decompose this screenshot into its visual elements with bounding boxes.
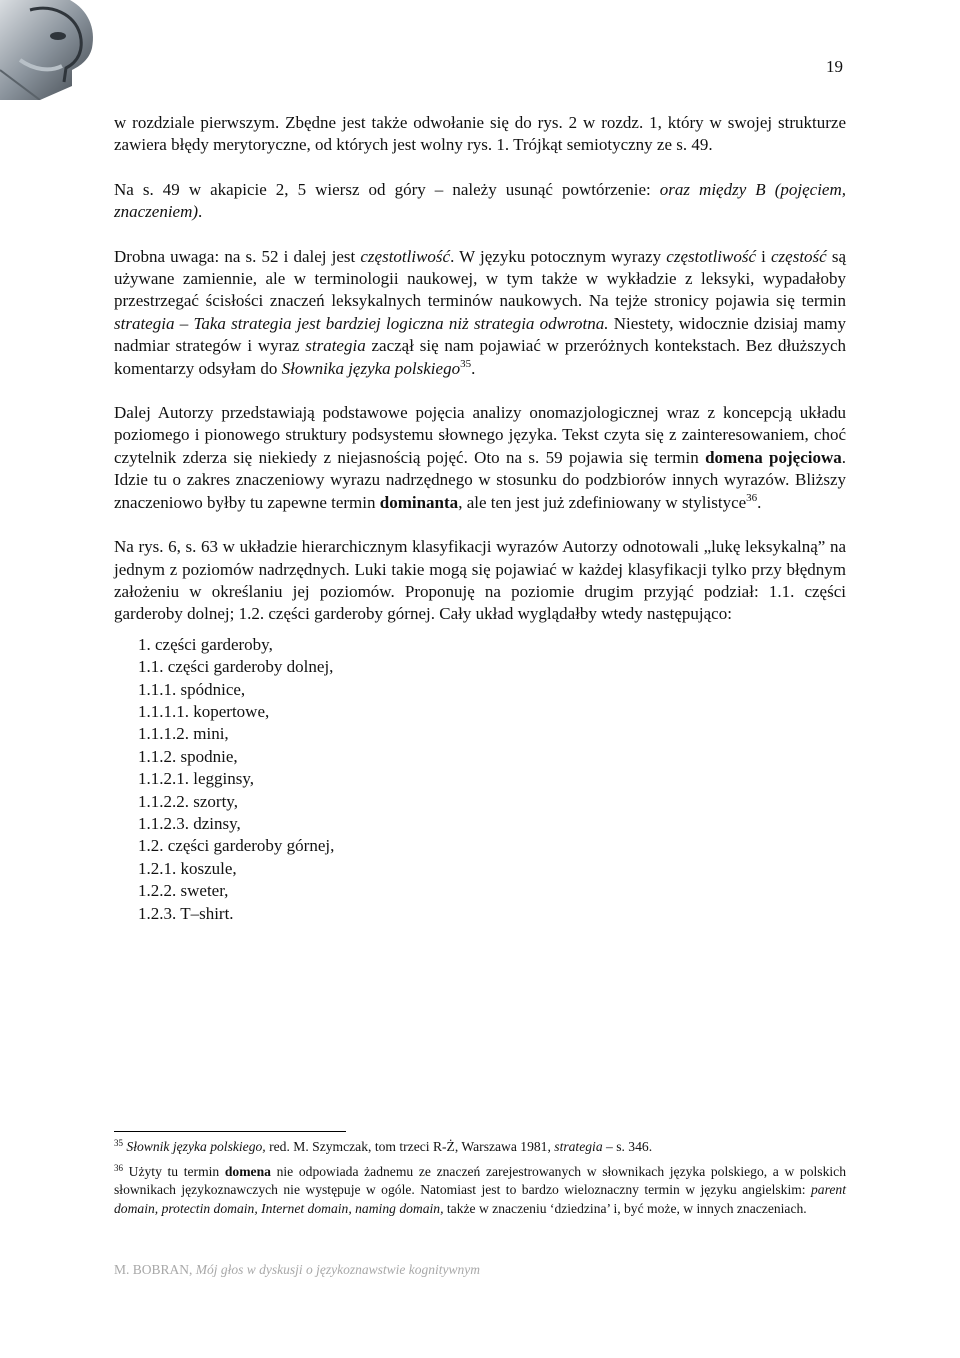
text-run: Niestety, widocznie dzisiaj mamy nadmiar strategów i wyraz xyxy=(114,313,847,356)
text-run: Na s. 49 w akapicie 2, 5 wiersz od góry – należy usunąć powtórzenie: xyxy=(114,179,660,199)
garment-classification-list xyxy=(138,634,846,925)
paragraph-4 xyxy=(114,402,846,514)
text-run: nie odpowiada żadnemu ze znaczeń zarejestrowanych w słownikach języka polskiego, a w polskich słownikach językoznawczych nie występuje w ogóle. Natomiast jest to bardzo wieloznaczny termin w języku angielskim: xyxy=(114,1163,846,1198)
page-number: 19 xyxy=(826,57,843,76)
paragraph-3 xyxy=(114,246,846,380)
paragraph-5 xyxy=(114,536,846,626)
footnote-number: 35 xyxy=(114,1138,123,1148)
main-text xyxy=(114,112,846,925)
text-run: Użyty tu termin xyxy=(123,1163,225,1179)
bold-run: domena pojęciowa xyxy=(705,447,842,467)
list-item: 1.1.2. spodnie, xyxy=(138,746,238,766)
italic-run: częstotliwość xyxy=(360,246,451,266)
text-run: i xyxy=(756,246,771,266)
list-item: 1.1.1.1. kopertowe, xyxy=(138,701,270,721)
list-item: 1.1.1.2. mini, xyxy=(138,724,229,744)
italic-run: częstotliwość xyxy=(666,246,757,266)
text-run: , ale ten jest już zdefiniowany w stylistyce xyxy=(458,492,747,512)
text-run: . xyxy=(471,358,476,378)
italic-run: Słownika języka polskiego xyxy=(281,358,461,378)
text-run: są używane zamiennie, ale w terminologii naukowej, w tym także w wykładzie z leksyki, wypadałoby przestrzegać ścisłości znaczeń leksykalnych terminów naukowych. Na tejże stronicy pojawia się termin xyxy=(114,246,847,311)
list-item: 1.2.3. T–shirt. xyxy=(138,903,234,923)
text-run: . Idzie tu o zakres znaczeniowy wyrazu nadrzędnego w stosunku do podzbiorów innych wyrazów. Bliższy znaczeniowo byłby tu zapewne termin xyxy=(114,447,846,512)
footnote-36 xyxy=(114,1163,846,1219)
list-item: 1.1.2.2. szorty, xyxy=(138,791,238,811)
text-run: . W języku potocznym wyrazy xyxy=(450,246,667,266)
italic-run: parent domain, protectin domain, Internet domain, naming domain, xyxy=(114,1182,846,1216)
italic-run: Słownik języka polskiego, xyxy=(126,1139,266,1154)
list-item: 1.2. części garderoby górnej, xyxy=(138,836,335,856)
italic-run: strategia xyxy=(305,336,366,356)
list-item: 1.1.2.3. dzinsy, xyxy=(138,813,241,833)
italic-run: Taka strategia jest bardziej logiczna niż strategia odwrotna. xyxy=(193,313,609,333)
footer-title: Mój głos w dyskusji o językoznawstwie kognitywnym xyxy=(195,1262,480,1277)
text-run: – s. 346. xyxy=(602,1139,653,1154)
text-run: zaczął się nam pojawiać w przeróżnych kontekstach. Bez dłuższych komentarzy odsyłam do xyxy=(114,336,846,378)
list-item: 1. części garderoby, xyxy=(138,634,273,654)
italic-run: strategia xyxy=(114,313,175,333)
paragraph-2 xyxy=(114,179,846,224)
text-run: w rozdziale pierwszym. Zbędne jest także odwołanie się do rys. 2 w rozdz. 1, który w swojej strukturze zawiera błędy merytoryczne, od których jest wolny rys. 1. Trójkąt semiotyczny ze s. 49. xyxy=(114,113,846,155)
list-item: 1.2.2. sweter, xyxy=(138,881,229,901)
italic-run: strategia xyxy=(554,1139,603,1154)
text-run: Dalej Autorzy przedstawiają podstawowe pojęcia analizy onomazjologicznej wraz z koncepcją układu poziomego i pionowego struktury podsystemu słownego języka. Tekst czyta się z zainteresowaniem, choć czytelnik zderza się niekiedy z niejasnością pojęć. Oto na s. 59 pojawia się termin xyxy=(114,403,846,467)
list-item: 1.1. części garderoby dolnej, xyxy=(138,657,334,677)
text-run: – xyxy=(174,313,194,333)
footnote-ref-36[interactable]: 36 xyxy=(746,491,758,504)
italic-run: oraz między B (pojęciem, znaczeniem) xyxy=(114,179,847,222)
italic-run: częstość xyxy=(771,246,827,266)
page-footer xyxy=(114,1262,480,1278)
paragraph-1-spacer xyxy=(114,157,846,179)
text-run: Na rys. 6, s. 63 w układzie hierarchicznym klasyfikacji wyrazów Autorzy odnotowali „lukę leksykalną” na jednym z poziomów nadrzędnych. Luki takie mogą się pojawiać w każdej klasyfikacji tylko przy błędnym założeniu w określaniu jej poziomów. Proponuję na poziomie drugim przyjąć podział: 1.1. części garderoby dolnej; 1.2. części garderoby górnej. Cały układ wyglądałby wtedy następująco: xyxy=(114,537,846,624)
footnote-ref-35[interactable]: 35 xyxy=(460,357,472,370)
paragraph-1 xyxy=(114,112,846,157)
text-run: . xyxy=(757,492,762,512)
footnote-35 xyxy=(114,1138,846,1157)
bold-run: domena xyxy=(224,1163,271,1179)
text-run: także w znaczeniu ‘dziedzina’ i, być może, w innych znaczeniach. xyxy=(443,1200,807,1216)
footnotes xyxy=(114,1138,846,1224)
list-item: 1.1.1. spódnice, xyxy=(138,679,246,699)
list-item: 1.1.2.1. legginsy, xyxy=(138,769,255,789)
footnote-divider xyxy=(114,1131,346,1132)
text-run: Drobna uwaga: na s. 52 i dalej jest xyxy=(114,246,361,266)
footer-author: M. BOBRAN, xyxy=(114,1262,196,1277)
list-item: 1.2.1. koszule, xyxy=(138,858,237,878)
footnote-number: 36 xyxy=(114,1162,123,1173)
text-run: red. M. Szymczak, tom trzeci R-Ż, Warszawa 1981, xyxy=(265,1139,555,1154)
text-run: . xyxy=(198,202,203,222)
robot-head-logo xyxy=(0,0,110,100)
bold-run: dominanta xyxy=(379,492,459,512)
